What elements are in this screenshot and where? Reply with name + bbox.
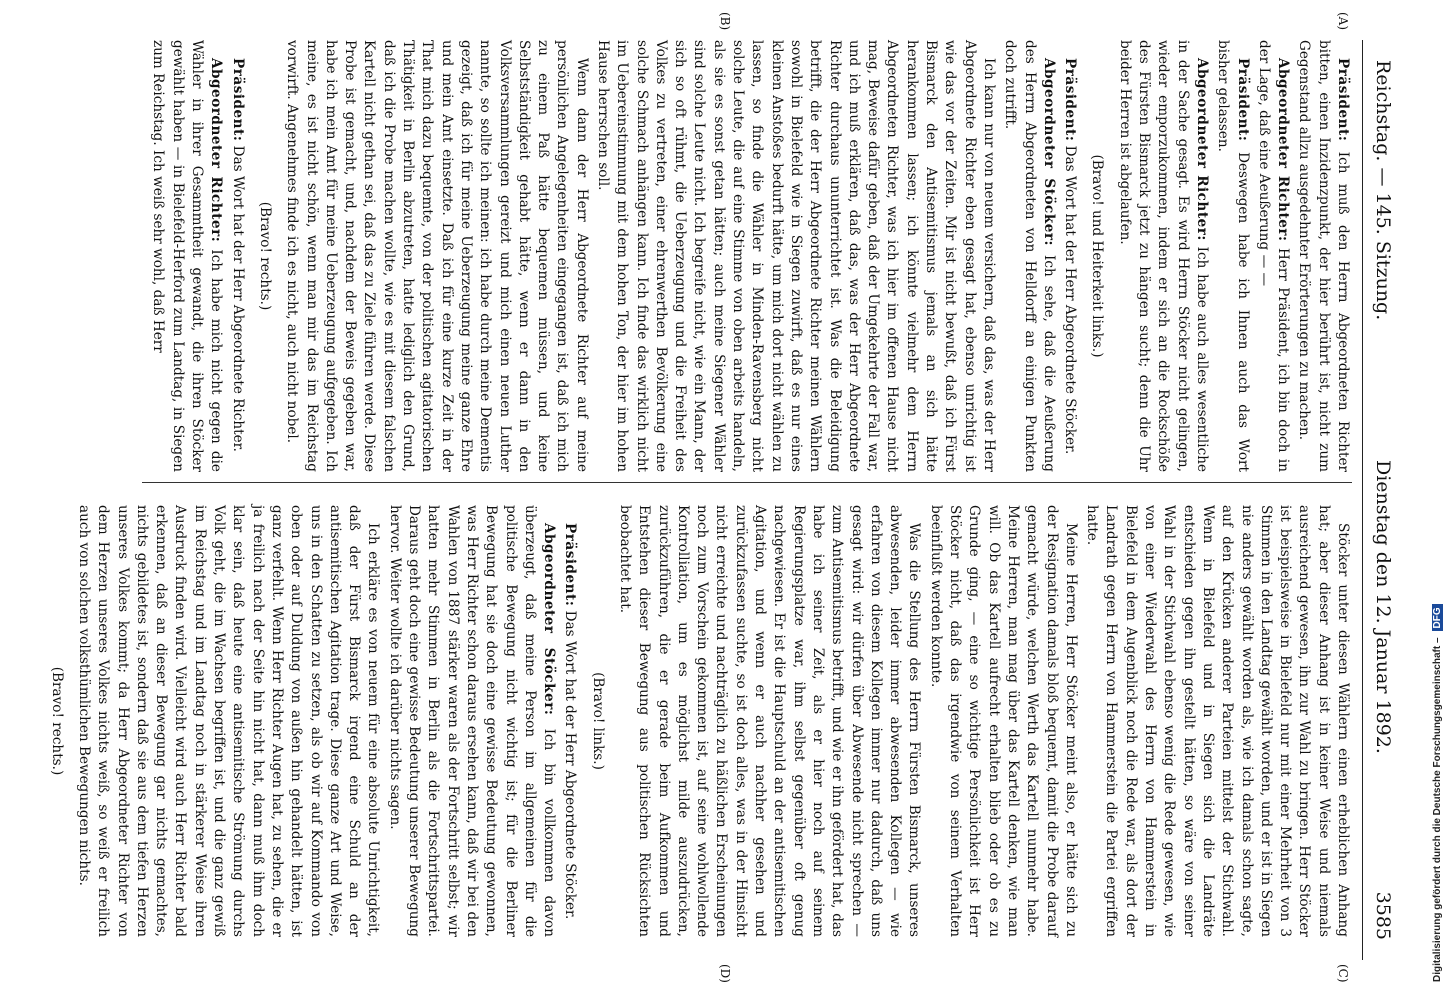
column-divider — [142, 482, 1352, 483]
speech-text: Das Wort hat der Herr Abgeordnete Stöcker. — [1062, 145, 1079, 455]
paragraph: Stöcker unter diesen Wählern einen erheblichen Anhang hat; aber dieser Anhang ist in keiner Weise und niemals ausreichend gewesen, ihn zur Wahl zu bringen. Herr Stöcker ist beispielsweise in Bielefeld nur mit einer Mehrheit von 3 Stimmen in den Landtag gewählt worden, und er ist in Siegen nie anders gewählt worden als, wie ich damals schon sagte, auf den Krücken anderer Parteien mittelst der Stichwahl. Wenn in Bielefeld und in Siegen sich die Landräte entschieden gegen ihn gestellt hätten, so wäre von seiner Wahl in der Stichwahl ebenso wenig die Rede gewesen, wie von einer Wiederwahl des Herrn von Hammerstein in Bielefeld in dem Augenblick noch die Rede war, als dort der Landrath gegen Herrn von Hammerstein die Partei ergriffen hatte. — [1084, 505, 1351, 937]
margin-mark-b: (B) — [718, 12, 732, 31]
paragraph — [148, 40, 225, 472]
paragraph — [560, 505, 579, 937]
column-right — [38, 505, 1352, 937]
margin-mark-c: (C) — [1336, 964, 1350, 983]
paragraph — [1254, 40, 1293, 472]
credit-text: Digitalisierung gefördert durch die Deutsche Forschungsgemeinschaft – — [1432, 637, 1443, 982]
speaker-label: Abgeordneter Richter: — [208, 58, 225, 243]
reaction-note: (Bravo! rechts.) — [48, 666, 65, 776]
header-page-number: 3585 — [1372, 891, 1394, 940]
speech-text: Ich sehe, daß die Aeußerung des Herrn Abgeordneten von Helldorff an einigen Punkten doch zutrifft. — [1002, 40, 1057, 472]
margin-mark-a: (A) — [1336, 12, 1350, 31]
paragraph — [1114, 40, 1210, 472]
paragraph — [1060, 40, 1079, 472]
reaction-note: (Bravo! links.) — [589, 672, 606, 770]
column-left — [146, 40, 1352, 472]
speech-text: Das Wort hat der Herr Abgeordnete Richter. — [229, 145, 246, 452]
paragraph: Ich kann nur von neuem versichern, daß das, was der Herr Abgeordnete Richter eben gesagt hat, ebenso unrichtig ist wie das vor der Zeiten. Mir ist nicht bewußt, daß ich Fürst Bismarck den Antisemitismus jemals an sich hätte herankommen lassen; ich könnte vielmehr dem Herrn Abgeordneten Richter, was ich hier im offenen Hause nicht mag, Beweise dafür geben, daß der Umgekehrte der Fall war, und ich muß erklären, daß das, was der Herr Abgeordnete Richter durchaus ununterrichtet ist. Was die Beleidigung betrifft, die der Herr Abgeordnete Richter meinen Wählern sowohl in Bielefeld wie in Siegen zuwirft, daß es nur eines kleinen Anstoßes bedurft hätte, um mich dort nicht wählen zu lassen, so finde die Wähler in Minden-Ravensberg nicht solche Leute, die auf eine Stimme von oben arbeits handeln, als sie es sonst getan hätten; auch meine Siegener Wähler sind solche Leute nicht. Ich begreife nicht, wie ein Mann, der sich so oft rühmt, die Ueberzeugung und die Freiheit des Volkes zu vertreten, einer ehrenwerthen Bevölkerung eine solche Schmach anhängen kann. Ich finde das wirklich nicht im Uebereinstimmung mit dem hohen Ton, der hier im hohen Hause herrschen soll. — [595, 40, 997, 472]
speaker-label: Abgeordneter Richter: — [1275, 58, 1292, 242]
dfg-logo: DFG — [1432, 604, 1443, 631]
header-date: Dienstag den 12. Januar 1892. — [1372, 460, 1394, 754]
paragraph: Ich erkläre es von neuem für eine absolute Unrichtigkeit, daß der Fürst Bismarck irgend eine Schuld an der antisemitischen Agitation trage. Diese ganze Art und Weise, uns in den Schatten zu setzen, als ob wir auf Kommando von oben oder auf Duldung von außen hin gehandelt hätten, ist ganz verfehlt. Wenn Herr Richter Augen hat, zu sehen, die er ja freilich nach der Seite hin nicht hat, dann muß ihm doch klar sein, daß heute eine antisemitische Strömung durchs Volk geht, die im Wachsen begriffen ist, und die ganz gewiß im Reichstag und im Landtag noch in stärkerer Weise ihren Ausdruck finden wird. Vielleicht wird auch Herr Richter bald erkennen, daß an dieser Bewegung gar nichts gemachtes, nichts gebildetes ist, sondern daß sie aus dem tiefen Herzen unseres Volkes kommt; da Herr Abgeordneter Richter von dem Herzen unseres Volkes nichts weiß, so weiß er freilich auch von solchen volksthümlichen Bewegungen nichts. — [76, 505, 382, 937]
speech-text: Ich muß den Herrn Abgeordneten Richter bitten, einen Inzidenzpunkt, der hier berührt ist, nicht zum Gegenstand allzu ausgedehnter Erörterungen zu machen. — [1296, 40, 1351, 473]
speaker-label: Abgeordneter Stöcker: — [1040, 58, 1057, 247]
header-rule — [1362, 40, 1363, 960]
paragraph — [384, 505, 558, 937]
speaker-label: Präsident: — [1062, 58, 1079, 142]
header-session: Reichstag. — 145. Sitzung. — [1372, 60, 1394, 321]
speech-text: Ich habe auch alles wesentliche in der Sache gesagt. Es wird Herrn Stöcker nicht gelingen, wieder emporzukommen, indem er sich an die Rockschöße des Fürsten Bismarck jetzt zu hängen sucht; denn die Uhr beider Herren ist abgelaufen. — [1116, 40, 1210, 472]
speaker-label: Abgeordneter Richter: — [1193, 58, 1210, 241]
paragraph: Meine Herren, Herr Stöcker meint also, er hätte sich zu der Resignation damals bloß bequemt, damit die Probe darauf gemacht würde, welchen Werth das Kartell nunmehr habe. Meine Herren, man mag über das Kartell denken, wie man will. Ob das Kartell aufrecht erhalten blieb oder ob es zu Grunde ging, — eine so wichtige Persönlichkeit ist Herr Stöcker nicht, daß das irgendwie von seinem Verhalten beeinflußt werden konnte. — [927, 505, 1079, 937]
speaker-label: Präsident: — [562, 523, 579, 607]
reaction-note: (Bravo! und Heiterkeit links.) — [1089, 154, 1106, 358]
paragraph — [1294, 40, 1352, 472]
speech-text: Das Wort hat der Herr Abgeordnete Stöcker. — [562, 610, 579, 920]
credit-line — [1432, 12, 1443, 982]
speech-text: Ich habe mich nicht gegen die Wähler in ihrer Gesammtheit gewandt, die ihren Stöcker gewählt haben — in Bielefeld-Herford zum Landtag, in Siegen zum Reichstag. Ich weiß sehr wohl, daß Herr — [150, 40, 225, 472]
paragraph — [227, 40, 246, 472]
paragraph: Was die Stellung des Herrn Fürsten Bismarck, unseres abwesenden, leider immer abwesenden Kollegen — wie erfahren von diesem Kollegen immer nur dadurch, daß uns gesagt wird: wir dürfen über Abwesende nicht sprechen — zum Antisemitismus betrifft, und wie er ihn gefördert hat, das habe ich seiner Zeit, als er hier noch auf seinem Regierungsplatze war, ihm selbst gegenüber oft genug nachgewiesen. Er ist die Hauptschuld an der antisemitischen Agitation, und wenn er auch nachher gesehen und zurückzufassen suchte, so ist doch alles, was in der Hinsicht nicht erreichte und nachträglich zu häßlichen Erscheinungen noch zum Vorschein gekommen ist, auf seine wohlwollende Kontrolliation, um es möglichst milde auszudrücken, zurückzuführen, die er gerade beim Aufkommen und Entstehen dieser Bewegung aus politischen Rücksichten beobachtet hat. — [617, 505, 923, 937]
speaker-label: Abgeordneter Stöcker: — [541, 523, 558, 716]
paragraph: Wenn dann der Herr Abgeordnete Richter auf meine persönlichen Angelegenheiten eingegangen ist, daß ich mich zu einem Paß hätte bequemen müssen, und keine Selbstständigkeit gehabt hätte, wenn er dann in den Volksversammlungen gereizt und mich einen neuen Luther nannte, so sollte ich meinen: ich habe durch meine Dementis gezeigt, daß ich für meine Ueberzeugung meine ganze Ehre und mein Amt einsetzte. Daß ich für eine kurze Zeit in der That mich dazu bequemte, von der politischen agitatorischen Thätigkeit in Berlin abzutreten, hatte lediglich den Grund, daß ich die Probe machen wollte, wie es mit diesem falschen Kartell nicht gethan sei, daß das zu Ziele führen werde. Diese Probe ist gemacht, und, nachdem der Beweis gegeben war, habe ich mein Amt für meine Ueberzeugung aufgegeben. Ich meine, es ist nicht schön, wenn man mir das im Reichstag vorwirft. Angenehmes finde ich es nicht, auch nicht nobel. — [284, 40, 590, 472]
digitization-credit — [1420, 12, 1443, 1002]
speaker-label: Präsident: — [1234, 58, 1251, 142]
speech-text: Herr Präsident, ich bin doch in der Lage, daß eine Aeußerung — — — [1255, 40, 1292, 472]
speech-text: Deswegen habe ich Ihnen auch das Wort bisher gelassen. — [1215, 40, 1251, 472]
reaction-note: (Bravo! rechts.) — [256, 201, 273, 311]
margin-mark-d: (D) — [718, 964, 732, 983]
paragraph — [1000, 40, 1058, 472]
page-header — [1362, 40, 1402, 960]
speaker-label: Präsident: — [1335, 58, 1351, 142]
paragraph — [1213, 40, 1252, 472]
speaker-label: Präsident: — [229, 58, 246, 142]
speech-text: Ich bin vollkommen davon überzeugt, daß meine Person im allgemeinen für die politische Bewegung nicht wichtig ist; für die Berliner Bewegung hat sie doch eine gewisse Bedeutung gewonnen, was Herr Richter schon daraus ersehen kann, daß wir bei den Wahlen von 1887 stärker waren als der Fortschritt selbst; wir hatten mehr Stimmen in Berlin als die Fortschrittspartei. Daraus geht doch eine gewisse Bedeutung unserer Bewegung hervor. Weiter wollte ich darüber nichts sagen. — [386, 505, 558, 937]
